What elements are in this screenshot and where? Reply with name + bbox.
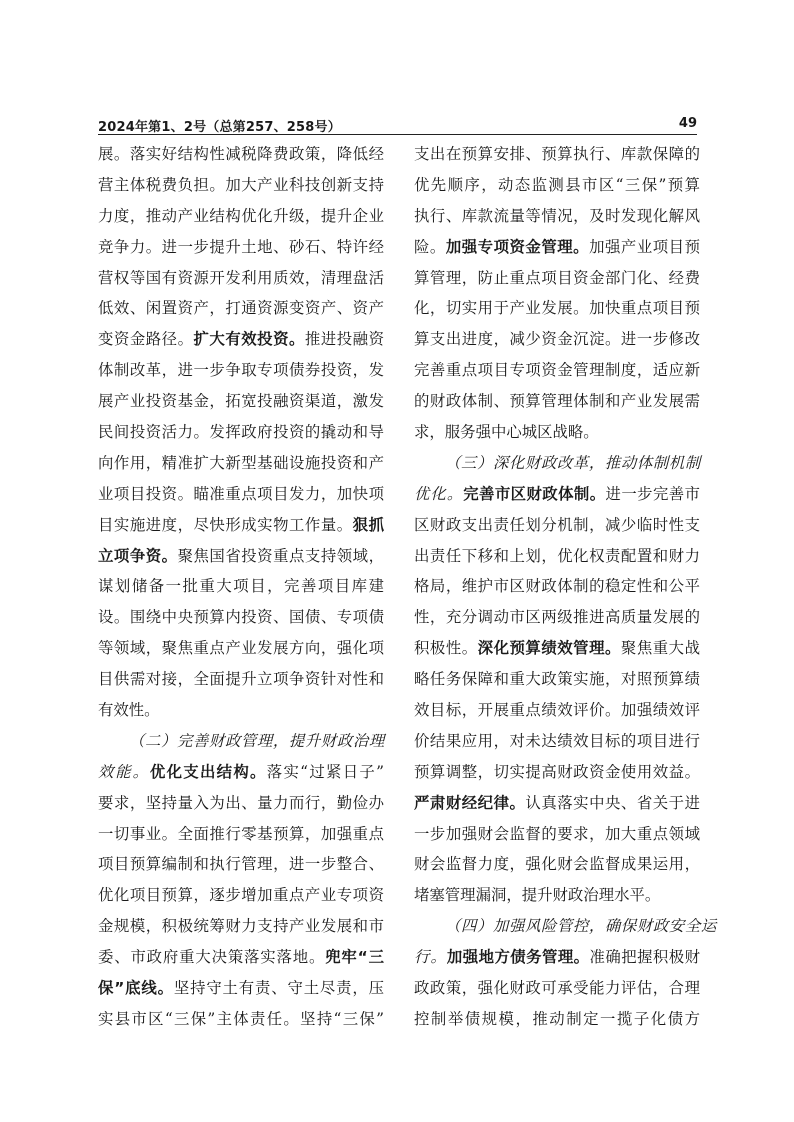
text-line: [414, 170, 700, 201]
text-run: 业项目投资。瞄准重点项目发力，加快项: [98, 484, 384, 503]
text-line: [414, 232, 700, 263]
text-line: [414, 602, 700, 633]
text-run: 效目标，开展重点绩效评价。加强绩效评: [414, 701, 700, 720]
text-run: 价结果应用，对未达绩效目标的项目进行: [414, 731, 700, 750]
text-line: [98, 170, 384, 201]
bold-heading-run: 加强专项资金管理。: [445, 237, 590, 256]
text-line: [98, 757, 384, 788]
text-run: 政政策，强化财政可承受能力评估，合理: [414, 979, 700, 998]
text-line: [98, 510, 384, 541]
text-line: [98, 448, 384, 479]
text-line: [98, 788, 384, 819]
bold-heading-run: 完善市区财政体制。: [463, 484, 606, 503]
text-line: [98, 973, 384, 1004]
text-line: [414, 911, 717, 942]
text-line: [414, 263, 700, 294]
section-heading-run: 优化。: [414, 484, 464, 503]
text-line: [98, 819, 384, 850]
bold-heading-run: 保”底线。: [98, 979, 174, 998]
text-line: [414, 139, 700, 170]
right-text-column: [414, 139, 717, 1035]
text-line: [98, 664, 384, 695]
text-line: [98, 911, 384, 942]
text-run: 一切事业。全面推行零基预算，加强重点: [98, 824, 384, 843]
text-line: [98, 355, 384, 386]
text-run: 执行、库款流量等情况，及时发现化解风: [414, 206, 700, 225]
text-run: 控制举债规模，推动制定一揽子化债方: [414, 1009, 700, 1028]
text-run: 优先顺序，动态监测县市区“三保”预算: [414, 175, 700, 194]
section-heading-run: （二）完善财政管理，提升财政治理: [129, 731, 385, 750]
text-line: [414, 633, 700, 664]
text-line: [98, 849, 384, 880]
text-run: 营主体税费负担。加大产业科技创新支持: [98, 175, 384, 194]
text-run: 体制改革，进一步争取专项债券投资，发: [98, 361, 384, 380]
section-heading-run: （四）加强风险管控，确保财政安全运: [445, 917, 717, 936]
text-run: 低效、闲置资产，打通资源变资产、资产: [98, 299, 384, 318]
text-run: 竞争力。进一步提升土地、砂石、特许经: [98, 237, 384, 256]
text-run: 进一步完善市: [605, 484, 700, 503]
text-run: 项目预算编制和执行管理，进一步整合、: [98, 855, 384, 874]
text-run: 委、市政府重大决策落实落地。: [98, 948, 326, 967]
text-run: 等领域，聚焦重点产业发展方向，强化项: [98, 639, 384, 658]
bold-heading-run: 扩大有效投资。: [193, 330, 305, 349]
text-line: [98, 479, 384, 510]
text-line: [98, 880, 384, 911]
text-run: 堵塞管理漏洞，提升财政治理水平。: [414, 886, 661, 905]
text-run: 实县市区“三保”主体责任。坚持“三保”: [98, 1009, 384, 1028]
issue-label: 2024年第1、2号（总第257、258号）: [98, 120, 341, 135]
bold-heading-run: 深化预算绩效管理。: [477, 639, 621, 658]
text-run: 聚焦重大战: [620, 639, 700, 658]
text-run: 格局，维护市区财政体制的稳定性和公平: [414, 577, 700, 596]
text-run: 的财政体制、预算管理体制和产业发展需: [414, 392, 700, 411]
text-run: 目供需对接，全面提升立项争资针对性和: [98, 670, 384, 689]
text-run: 求，服务强中心城区战略。: [414, 423, 599, 442]
text-run: 出责任下移和上划，优化权责配置和财力: [414, 546, 700, 565]
text-run: 认真落实中央、省关于进: [525, 793, 700, 812]
text-run: 金规模，积极统筹财力支持产业发展和市: [98, 917, 384, 936]
text-line: [414, 571, 700, 602]
text-line: [98, 541, 384, 572]
text-run: 营权等国有资源开发利用质效，清理盘活: [98, 268, 384, 287]
page-header: [98, 116, 697, 135]
text-line: [98, 139, 384, 170]
text-run: 略任务保障和重大政策实施，对照预算绩: [414, 670, 700, 689]
text-run: 加强产业项目预: [589, 237, 700, 256]
text-run: 算支出进度，减少资金沉淀。进一步修改: [414, 330, 700, 349]
text-line: [414, 355, 700, 386]
text-line: [414, 757, 700, 788]
text-run: 有效性。: [98, 701, 160, 720]
text-line: [98, 417, 384, 448]
text-line: [98, 942, 384, 973]
text-run: 完善重点项目专项资金管理制度，适应新: [414, 361, 700, 380]
left-text-column: [98, 139, 384, 1035]
text-line: [414, 201, 700, 232]
text-line: [98, 386, 384, 417]
text-run: 推进投融资: [304, 330, 384, 349]
text-line: [414, 849, 700, 880]
text-line: [414, 819, 700, 850]
text-line: [98, 1004, 384, 1035]
text-line: [98, 201, 384, 232]
section-heading-run: 行。: [414, 948, 447, 967]
page-number: 49: [678, 116, 697, 131]
text-run: 设。围绕中央预算内投资、国债、专项债: [98, 608, 384, 627]
text-run: 力度，推动产业结构优化升级，提升企业: [98, 206, 384, 225]
text-run: 区财政支出责任划分机制，减少临时性支: [414, 515, 700, 534]
section-heading-run: 效能。: [98, 762, 150, 781]
text-line: [414, 788, 700, 819]
text-run: 支出在预算安排、预算执行、库款保障的: [414, 145, 700, 163]
text-line: [414, 973, 700, 1004]
text-run: 积极性。: [414, 639, 478, 658]
text-line: [414, 479, 700, 510]
section-heading-run: （三）深化财政改革，推动体制机制: [445, 453, 701, 472]
bold-heading-run: 立项争资。: [98, 546, 178, 565]
bold-heading-run: 狠抓: [352, 515, 384, 534]
text-run: 民间投资活力。发挥政府投资的撬动和导: [98, 423, 384, 442]
text-run: 险。: [414, 237, 446, 256]
text-line: [414, 448, 700, 479]
text-line: [98, 263, 384, 294]
text-run: 准确把握积极财: [589, 948, 700, 967]
text-line: [414, 386, 700, 417]
text-line: [414, 726, 700, 757]
text-line: [98, 324, 384, 355]
text-run: 化，切实用于产业发展。加快重点项目预: [414, 299, 700, 318]
text-run: 预算调整，切实提高财政资金使用效益。: [414, 762, 700, 781]
bold-heading-run: 优化支出结构。: [149, 762, 267, 781]
text-line: [414, 510, 700, 541]
text-run: 要求，坚持量入为出、量力而行，勤俭办: [98, 793, 384, 812]
text-line: [414, 293, 700, 324]
text-run: 落实“过紧日子”: [266, 762, 384, 781]
bold-heading-run: 加强地方债务管理。: [446, 948, 590, 967]
text-line: [414, 541, 700, 572]
text-line: [98, 726, 384, 757]
text-run: 一步加强财会监督的要求，加大重点领域: [414, 824, 700, 843]
text-run: 算管理，防止重点项目资金部门化、经费: [414, 268, 700, 287]
text-run: 坚持守土有责、守土尽责，压: [173, 979, 384, 998]
text-line: [414, 664, 700, 695]
bold-heading-run: 兜牢“三: [325, 948, 384, 967]
text-line: [98, 695, 384, 726]
text-run: 目实施进度，尽快形成实物工作量。: [98, 515, 353, 534]
text-line: [414, 695, 700, 726]
text-line: [414, 880, 700, 911]
text-run: 谋划储备一批重大项目，完善项目库建: [98, 577, 384, 596]
text-line: [414, 324, 700, 355]
text-line: [414, 417, 700, 448]
text-run: 向作用，精准扩大新型基础设施投资和产: [98, 453, 384, 472]
text-run: 展产业投资基金，拓宽投融资渠道，激发: [98, 392, 384, 411]
text-run: 性，充分调动市区两级推进高质量发展的: [414, 608, 700, 627]
text-line: [98, 571, 384, 602]
text-run: 展。落实好结构性减税降费政策，降低经: [98, 145, 384, 163]
text-line: [98, 232, 384, 263]
text-run: 财会监督力度，强化财会监督成果运用，: [414, 855, 700, 874]
text-line: [414, 1004, 700, 1035]
text-line: [414, 942, 700, 973]
text-line: [98, 602, 384, 633]
text-line: [98, 633, 384, 664]
text-run: 变资金路径。: [98, 330, 194, 349]
text-run: 优化项目预算，逐步增加重点产业专项资: [98, 886, 384, 905]
bold-heading-run: 严肃财经纪律。: [414, 793, 526, 812]
text-run: 聚焦国省投资重点支持领域，: [177, 546, 384, 565]
text-line: [98, 293, 384, 324]
